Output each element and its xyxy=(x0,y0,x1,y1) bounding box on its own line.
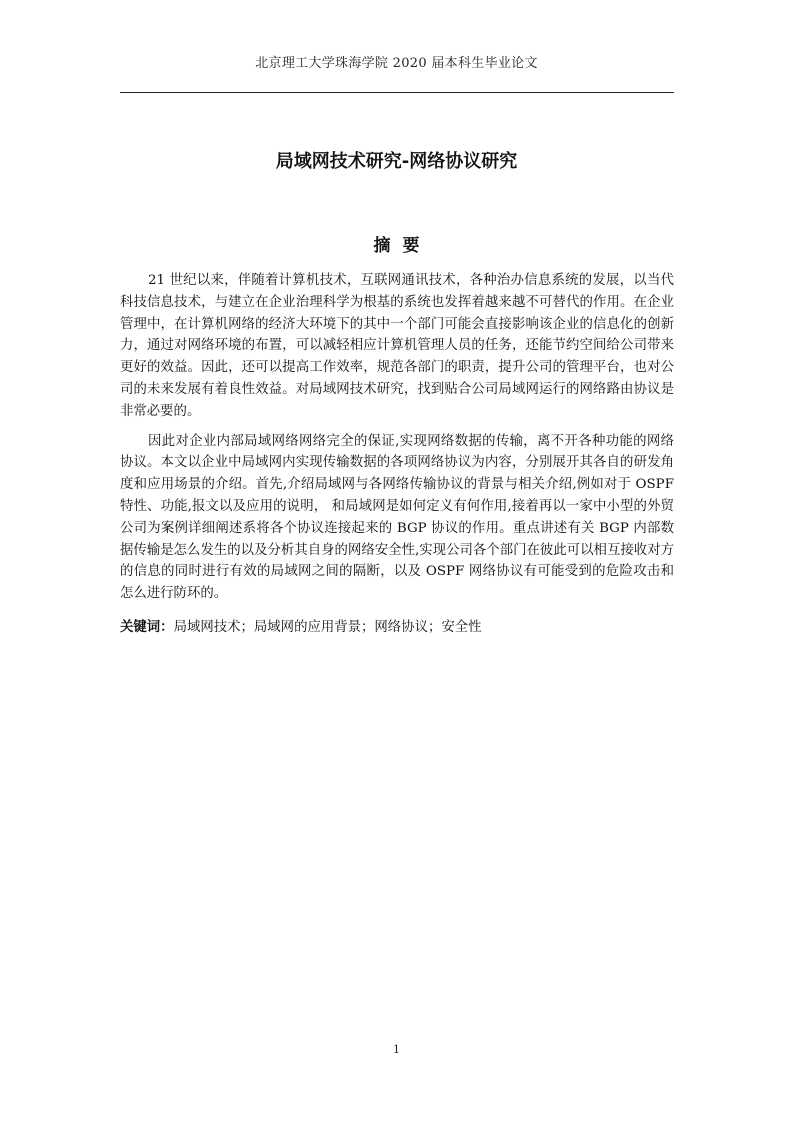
abstract-heading: 摘要 xyxy=(373,236,432,256)
abstract-paragraph-2: 因此对企业内部局域网络网络完全的保证,实现网络数据的传输，离不开各种功能的网络协议。本文以企业中局域网内实现传输数据的各项网络协议为内容，分别展开其各自的研发角度和应用场景的介绍。首先,介绍局域网与各网络传输协议的背景与相关介绍,例如对于 OSPF 特性、功能,报文以及应用的说明， 和局域网是如何定义有何作用,接着再以一家中小型的外贸公司为案例详细阐述系将各个协议连接起来的 BGP 协议的作用。重点讲述有关 BGP 内部数据传输是怎么发生的以及分析其自身的网络安全性,实现公司各个部门在彼此可以相互接收对方的信息的同时进行有效的局域网之间的隔断，以及 OSPF 网络协议有可能受到的危险攻击和怎么进行防环的。 xyxy=(120,433,674,602)
page-number: 1 xyxy=(393,1043,400,1056)
header-divider xyxy=(120,92,674,93)
keywords-value: 局域网技术；局域网的应用背景；网络协议；安全性 xyxy=(173,619,482,635)
abstract-body xyxy=(120,270,674,639)
keywords-line xyxy=(120,617,674,639)
paper-title: 局域网技术研究-网络协议研究 xyxy=(275,151,518,172)
abstract-paragraph-1: 21 世纪以来，伴随着计算机技术，互联网通讯技术，各种治办信息系统的发展，以当代科技信息技术，与建立在企业治理科学为根基的系统也发挥着越来越不可替代的作用。在企业管理中，在计算机网络的经济大环境下的其中一个部门可能会直接影响该企业的信息化的创新力，通过对网络环境的布置，可以减轻相应计算机管理人员的任务，还能节约空间给公司带来更好的效益。因此，还可以提高工作效率，规范各部门的职责，提升公司的管理平台，也对公司的未来发展有着良性效益。对局域网技术研究，找到贴合公司局域网运行的网络路由协议是非常必要的。 xyxy=(120,273,674,419)
running-header: 北京理工大学珠海学院 2020 届本科生毕业论文 xyxy=(255,56,538,71)
keywords-label: 关键词： xyxy=(120,619,174,635)
